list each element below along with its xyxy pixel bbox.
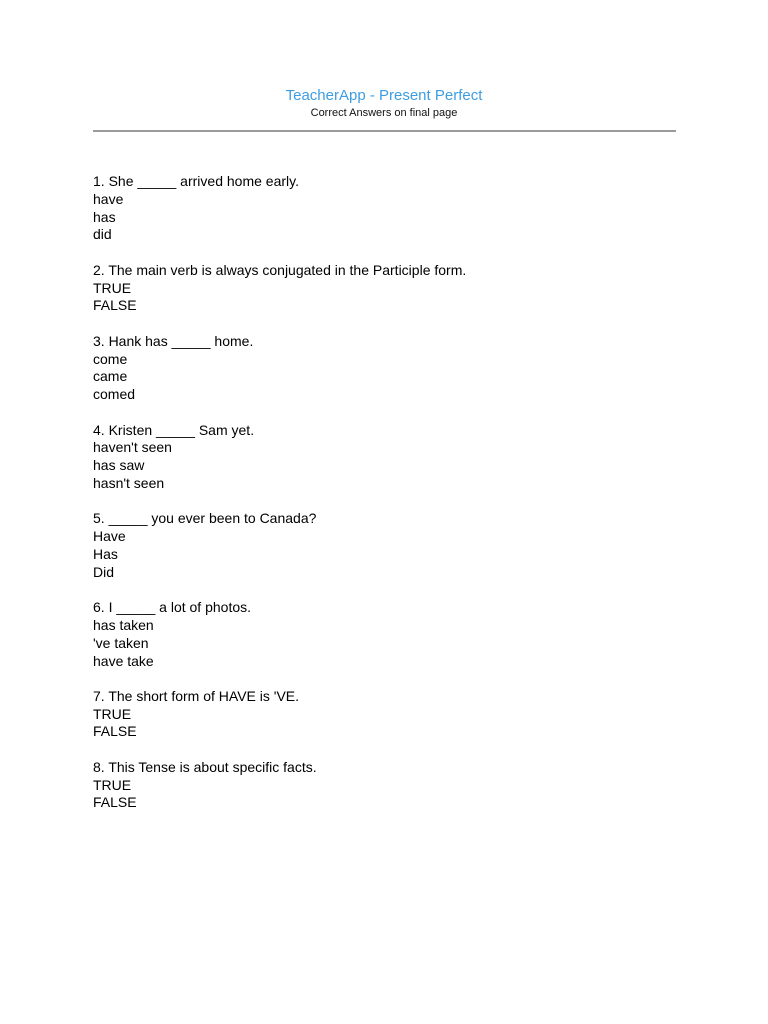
question-stem: 6. I _____ a lot of photos.: [93, 599, 252, 616]
document-subtitle: Correct Answers on final page: [310, 107, 458, 119]
answer-option: FALSE: [93, 794, 137, 811]
question-stem: 7. The short form of HAVE is 'VE.: [93, 687, 300, 704]
answer-option: TRUE: [93, 776, 132, 793]
answer-option: has taken: [93, 616, 154, 633]
header-divider: [93, 130, 676, 132]
question-stem: 3. Hank has _____ home.: [93, 332, 254, 349]
answer-option: haven't seen: [93, 439, 172, 456]
answer-option: came: [93, 368, 128, 385]
answer-option: has: [93, 208, 116, 225]
document-title: TeacherApp - Present Perfect: [285, 87, 483, 104]
answer-option: FALSE: [93, 723, 137, 740]
answer-option: Did: [93, 563, 115, 580]
question-2: [93, 262, 693, 315]
question-stem: 1. She _____ arrived home early.: [93, 173, 299, 189]
question-5: [93, 510, 693, 581]
answer-option: hasn't seen: [93, 474, 165, 491]
answer-option: come: [93, 350, 128, 367]
answer-option: have: [93, 190, 124, 207]
answer-option: did: [93, 226, 112, 243]
question-1: [93, 173, 693, 244]
question-stem: 4. Kristen _____ Sam yet.: [93, 421, 255, 438]
question-4: [93, 422, 693, 493]
answer-option: has saw: [93, 457, 145, 474]
answer-option: comed: [93, 386, 136, 403]
document-header: [0, 86, 768, 120]
question-stem: 2. The main verb is always conjugated in the Participle form.: [93, 261, 467, 278]
question-list: [93, 173, 693, 812]
answer-option: TRUE: [93, 705, 132, 722]
answer-option: have take: [93, 652, 154, 669]
question-3: [93, 333, 693, 404]
answer-option: Have: [93, 528, 126, 545]
answer-option: TRUE: [93, 279, 132, 296]
question-stem: 8. This Tense is about specific facts.: [93, 758, 317, 775]
question-7: [93, 688, 693, 741]
answer-option: FALSE: [93, 297, 137, 314]
question-stem: 5. _____ you ever been to Canada?: [93, 510, 317, 527]
answer-option: 've taken: [93, 634, 149, 651]
answer-option: Has: [93, 545, 118, 562]
question-8: [93, 759, 693, 812]
question-6: [93, 599, 693, 670]
